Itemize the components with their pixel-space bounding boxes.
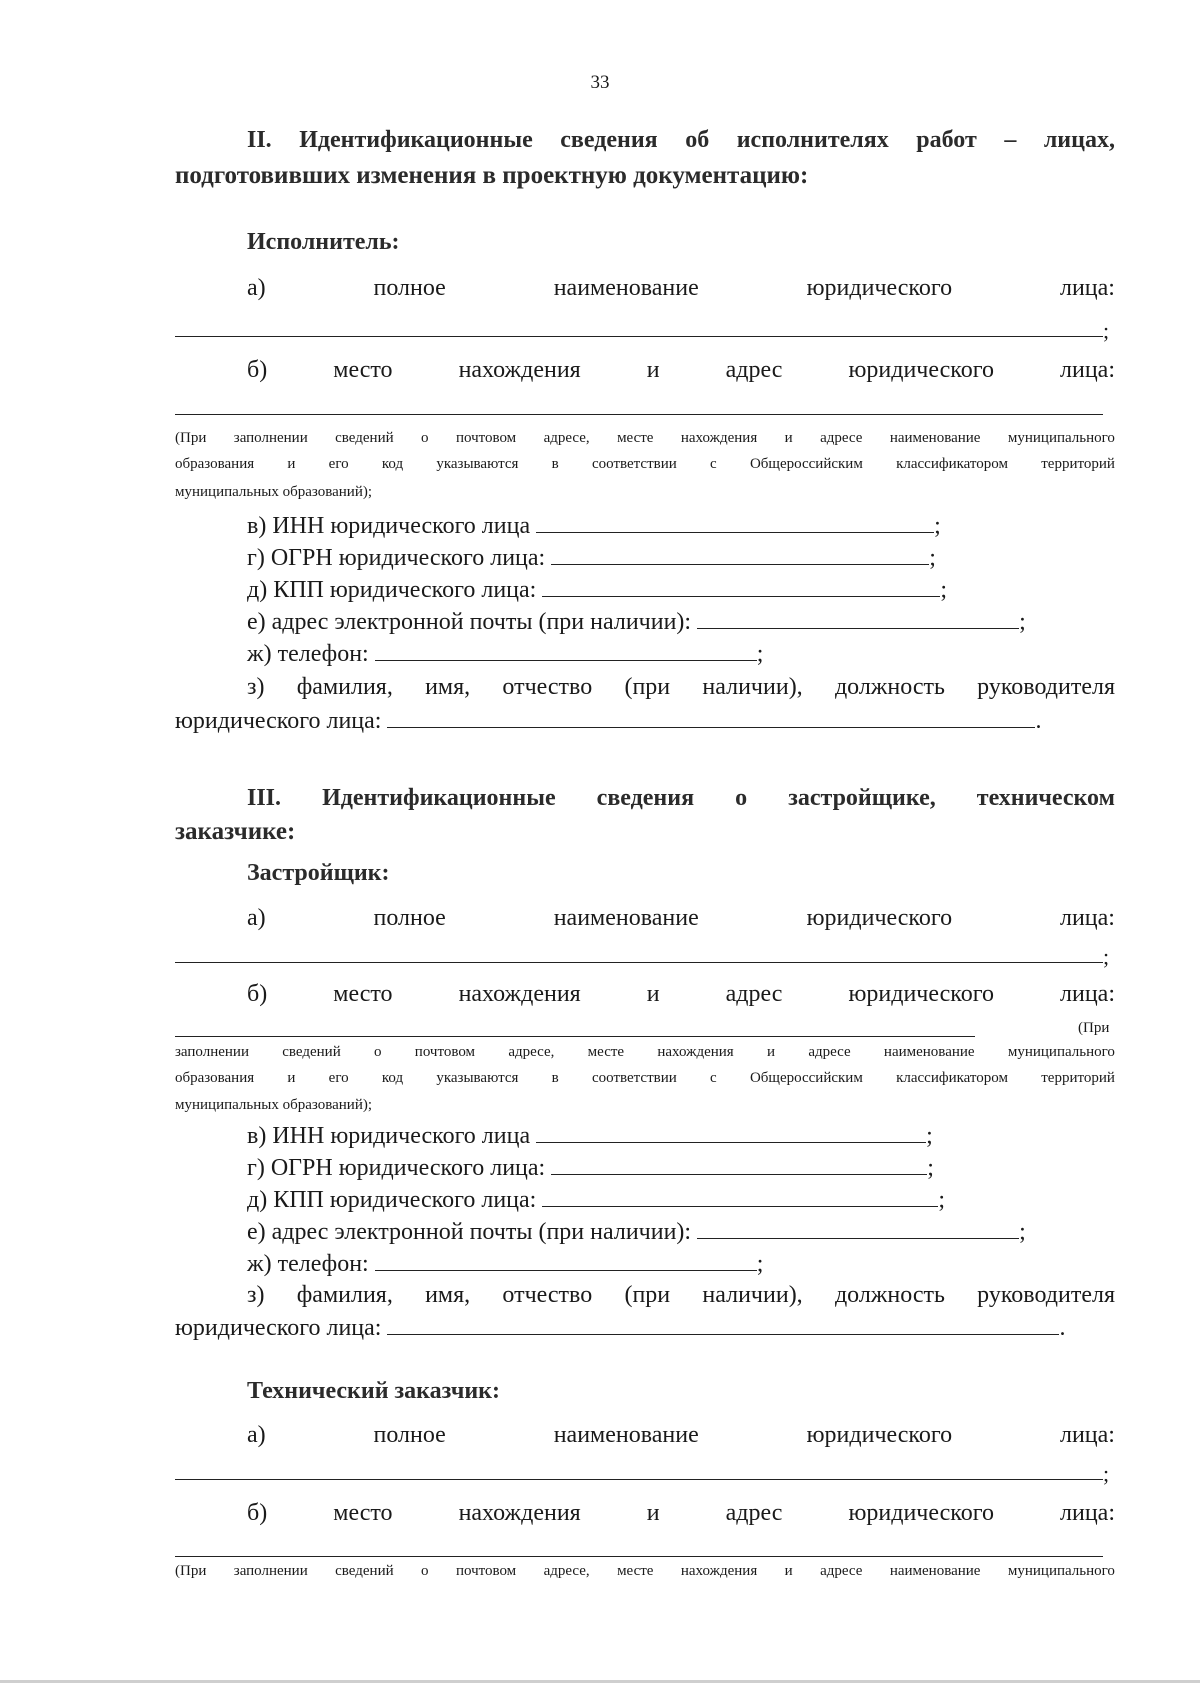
field-a-full-name [247, 275, 1115, 302]
word: адресе [820, 1563, 863, 1579]
word: адрес [725, 981, 783, 1007]
semicolon: ; [938, 1187, 946, 1213]
section-3-title-line-1 [247, 785, 1115, 812]
word: (При [175, 430, 207, 446]
title-word: III. [247, 785, 282, 811]
inn-fill-line[interactable] [536, 1122, 926, 1143]
fill-line-full-name[interactable] [175, 336, 1103, 337]
word: б) [247, 357, 268, 383]
field-b-address [247, 357, 1115, 384]
head-fill-line[interactable] [387, 707, 1035, 728]
ogrn-label: г) ОГРН юридического лица: [247, 1155, 546, 1181]
ogrn-fill-line[interactable] [551, 1154, 927, 1175]
fill-line-address[interactable] [175, 414, 1103, 415]
head-fill-line[interactable] [387, 1314, 1059, 1335]
word: соответствии [592, 1070, 677, 1086]
title-word: техническом [976, 785, 1115, 811]
developer-note-line-1 [175, 1044, 1115, 1061]
semicolon: ; [940, 577, 948, 603]
word: и [646, 981, 660, 1007]
word: лица: [1059, 1422, 1115, 1448]
field-email [247, 608, 1026, 636]
word: наименование [889, 1563, 981, 1579]
semicolon: ; [929, 545, 936, 571]
developer-field-head-name-line-2 [175, 1314, 1065, 1342]
word: код [381, 456, 404, 472]
kpp-fill-line[interactable] [542, 1186, 938, 1207]
kpp-label: д) КПП юридического лица: [247, 577, 537, 603]
word: и [646, 357, 660, 383]
title-word: исполнителях [736, 127, 889, 153]
developer-note-line-3: муниципальных образований); [175, 1097, 373, 1113]
word: юридического [806, 905, 953, 931]
word: муниципального [1007, 1044, 1115, 1060]
title-word: II. [247, 127, 272, 153]
title-word: – [1004, 127, 1017, 153]
section-2-title-line-1 [247, 127, 1115, 154]
word: заполнении [175, 1044, 249, 1060]
word: Общероссийским [749, 456, 863, 472]
word: з) [247, 1282, 265, 1308]
customer-fill-line-address[interactable] [175, 1556, 1103, 1557]
word: отчество [502, 1282, 593, 1308]
word: муниципального [1007, 430, 1115, 446]
word: указываются [436, 456, 519, 472]
customer-field-b-address [247, 1500, 1115, 1527]
word: почтовом [414, 1044, 476, 1060]
title-word: работ [916, 127, 977, 153]
word: полное [373, 275, 446, 301]
word: почтовом [455, 430, 517, 446]
word: адресе, [543, 430, 590, 446]
note-start: (При [1078, 1020, 1110, 1036]
word: нахождения [458, 357, 581, 383]
word: юридического [848, 357, 994, 383]
section-3-title-line-2: заказчике: [175, 818, 296, 845]
customer-field-a-full-name [247, 1422, 1115, 1449]
word: адресе, [508, 1044, 555, 1060]
note-line-3: муниципальных образований); [175, 484, 373, 500]
developer-field-email [247, 1218, 1026, 1246]
word: нахождения [680, 430, 758, 446]
word: место [333, 357, 393, 383]
word: б) [247, 981, 268, 1007]
word: (при [624, 1282, 671, 1308]
word: фамилия, [296, 1282, 393, 1308]
word: адресе [820, 430, 863, 446]
kpp-fill-line[interactable] [542, 576, 940, 597]
word: лица: [1059, 275, 1115, 301]
word: лица: [1059, 905, 1115, 931]
word: сведений [335, 430, 394, 446]
developer-field-inn [247, 1122, 933, 1150]
word: юридического [848, 1500, 994, 1526]
period: . [1035, 708, 1042, 734]
word: руководителя [977, 674, 1115, 700]
page-bottom-edge [0, 1680, 1200, 1683]
word: нахождения [458, 981, 581, 1007]
note-line-2 [175, 456, 1115, 473]
title-word: сведения [560, 127, 658, 153]
word: наименование [553, 1422, 699, 1448]
word: юридического [806, 1422, 953, 1448]
subheading-executor: Исполнитель: [247, 229, 400, 255]
word: место [333, 1500, 393, 1526]
developer-field-a-full-name [247, 905, 1115, 932]
email-label: е) адрес электронной почты (при наличии): [247, 1219, 692, 1245]
phone-label: ж) телефон: [247, 1251, 369, 1277]
word: адрес [725, 357, 783, 383]
word: и [646, 1500, 660, 1526]
title-word: об [685, 127, 710, 153]
word: о [421, 430, 429, 446]
developer-field-head-name [247, 1282, 1115, 1309]
inn-fill-line[interactable] [536, 512, 934, 533]
word: его [328, 1070, 349, 1086]
word: полное [373, 905, 446, 931]
title-word: Идентификационные [322, 785, 556, 811]
word: сведений [335, 1563, 394, 1579]
word: адресе [808, 1044, 851, 1060]
word: образования [175, 456, 255, 472]
word: о [421, 1563, 429, 1579]
word: с [710, 1070, 717, 1086]
word: лица: [1060, 1500, 1115, 1526]
email-fill-line[interactable] [697, 1218, 1019, 1239]
phone-label: ж) телефон: [247, 641, 369, 667]
word: классификатором [896, 456, 1008, 472]
word: отчество [502, 674, 593, 700]
word: территорий [1041, 1070, 1115, 1086]
field-inn [247, 512, 941, 540]
email-label: е) адрес электронной почты (при наличии): [247, 609, 692, 635]
ogrn-label: г) ОГРН юридического лица: [247, 545, 546, 571]
word: образования [175, 1070, 255, 1086]
field-ogrn [247, 544, 936, 572]
period: . [1059, 1315, 1066, 1341]
semicolon: ; [934, 513, 941, 539]
semicolon: ; [1103, 1461, 1110, 1486]
developer-field-ogrn [247, 1154, 934, 1182]
note-line-1 [175, 430, 1115, 447]
email-fill-line[interactable] [697, 608, 1019, 629]
inn-label: в) ИНН юридического лица [247, 1123, 531, 1149]
word: код [381, 1070, 404, 1086]
word: юридического [806, 275, 953, 301]
developer-fill-line-full-name[interactable] [175, 962, 1103, 963]
word: и [767, 1044, 776, 1060]
word: наименование [553, 275, 699, 301]
word: заполнении [233, 430, 308, 446]
word: лица: [1060, 357, 1115, 383]
word: месте [617, 430, 654, 446]
head-label: юридического лица: [175, 708, 382, 734]
title-word: застройщике, [788, 785, 936, 811]
word: наименование [553, 905, 699, 931]
phone-fill-line[interactable] [375, 1250, 757, 1271]
word: место [333, 981, 393, 1007]
word: нахождения [458, 1500, 581, 1526]
word: фамилия, [296, 674, 393, 700]
word: заполнении [233, 1563, 308, 1579]
semicolon: ; [1019, 609, 1026, 635]
word: муниципального [1007, 1563, 1115, 1579]
word: наименование [883, 1044, 975, 1060]
inn-label: в) ИНН юридического лица [247, 513, 531, 539]
field-head-name [247, 674, 1115, 701]
word: (При [175, 1563, 207, 1579]
word: а) [247, 905, 266, 931]
developer-fill-line-address[interactable] [175, 1036, 975, 1037]
developer-field-kpp [247, 1186, 945, 1214]
field-head-name-line-2 [175, 707, 1041, 735]
semicolon: ; [756, 641, 764, 667]
title-word: о [735, 785, 748, 811]
word: б) [247, 1500, 268, 1526]
developer-field-phone [247, 1250, 763, 1278]
word: месте [587, 1044, 625, 1060]
word: а) [247, 275, 266, 301]
section-2-title-line-2: подготовивших изменения в проектную документацию: [175, 162, 809, 189]
page-number: 33 [590, 72, 610, 93]
word: и [784, 430, 793, 446]
word: территорий [1041, 456, 1115, 472]
word: имя, [425, 674, 471, 700]
word: почтовом [455, 1563, 517, 1579]
word: Общероссийским [749, 1070, 863, 1086]
field-phone [247, 640, 763, 668]
word: (при [624, 674, 671, 700]
word: его [328, 456, 349, 472]
word: адрес [725, 1500, 783, 1526]
word: и [287, 456, 296, 472]
word: в [551, 1070, 559, 1086]
title-word: сведения [596, 785, 695, 811]
semicolon: ; [1019, 1219, 1026, 1245]
word: сведений [282, 1044, 341, 1060]
word: указываются [436, 1070, 519, 1086]
kpp-label: д) КПП юридического лица: [247, 1187, 537, 1213]
word: и [784, 1563, 793, 1579]
word: должность [834, 1282, 945, 1308]
customer-fill-line-full-name[interactable] [175, 1479, 1103, 1480]
semicolon: ; [756, 1251, 764, 1277]
word: классификатором [896, 1070, 1008, 1086]
semicolon: ; [1103, 318, 1110, 343]
phone-fill-line[interactable] [375, 640, 757, 661]
word: в [551, 456, 559, 472]
word: руководителя [977, 1282, 1115, 1308]
word: адресе, [543, 1563, 590, 1579]
ogrn-fill-line[interactable] [551, 544, 929, 565]
word: о [374, 1044, 382, 1060]
semicolon: ; [927, 1155, 934, 1181]
subheading-developer: Застройщик: [247, 860, 390, 886]
subheading-technical-customer: Технический заказчик: [247, 1378, 500, 1404]
word: нахождения [680, 1563, 758, 1579]
word: нахождения [657, 1044, 734, 1060]
word: месте [617, 1563, 654, 1579]
developer-note-line-2 [175, 1070, 1115, 1087]
head-label: юридического лица: [175, 1315, 382, 1341]
word: соответствии [592, 456, 677, 472]
word: лица: [1060, 981, 1115, 1007]
word: а) [247, 1422, 266, 1448]
developer-field-b-address [247, 981, 1115, 1008]
word: юридического [848, 981, 994, 1007]
semicolon: ; [926, 1123, 933, 1149]
title-word: лицах, [1043, 127, 1115, 153]
semicolon: ; [1103, 944, 1110, 969]
customer-note-line-1 [175, 1563, 1115, 1580]
word: и [287, 1070, 296, 1086]
word: должность [834, 674, 945, 700]
word: наличии), [702, 674, 803, 700]
word: с [710, 456, 717, 472]
word: полное [373, 1422, 446, 1448]
word: наличии), [702, 1282, 803, 1308]
title-word: Идентификационные [299, 127, 533, 153]
word: наименование [889, 430, 981, 446]
word: имя, [425, 1282, 471, 1308]
field-kpp [247, 576, 947, 604]
word: з) [247, 674, 265, 700]
